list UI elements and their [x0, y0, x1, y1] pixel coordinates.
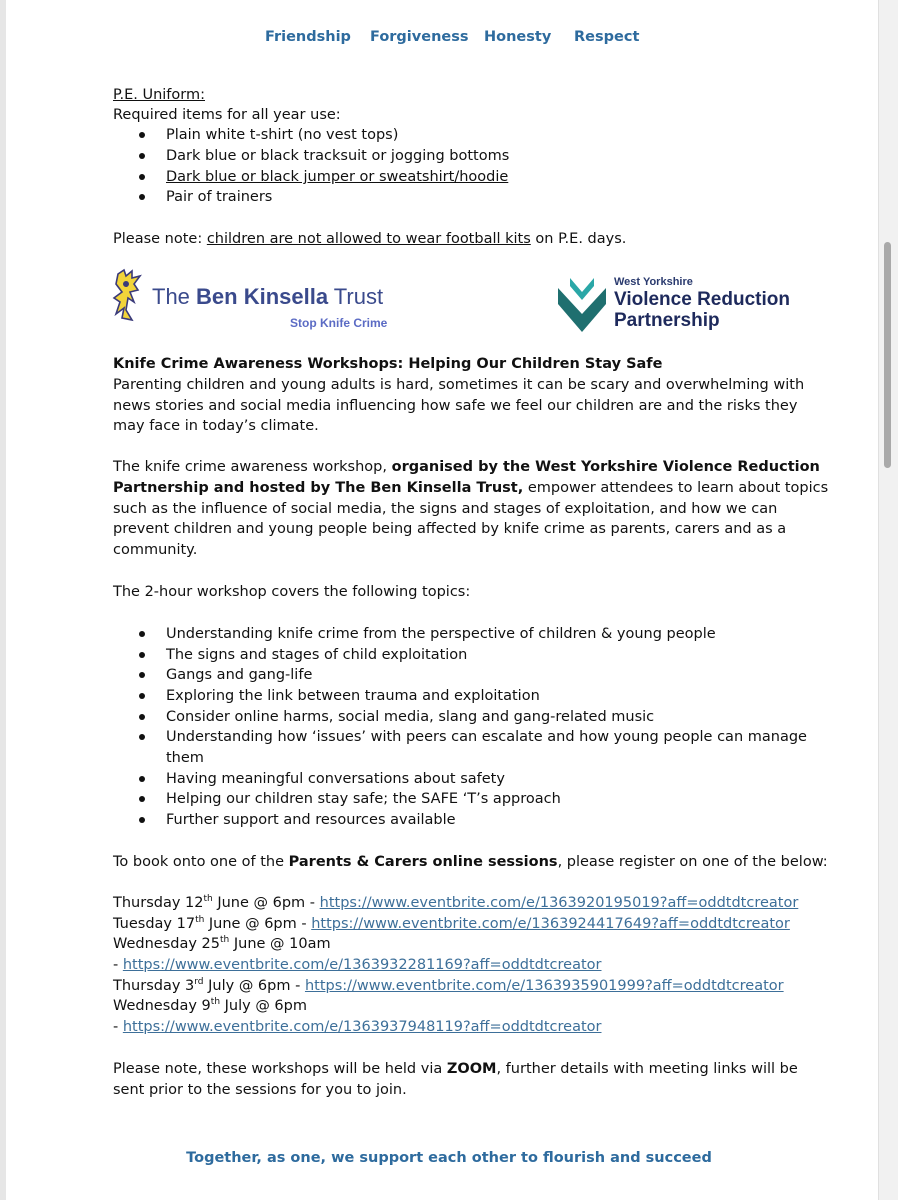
paragraph-line: may face in today’s climate.	[113, 418, 319, 434]
booking-intro	[113, 852, 828, 872]
topic-item: Further support and resources available	[166, 812, 456, 828]
session-link[interactable]: https://www.eventbrite.com/e/1363920195019?aff=oddtdtcreator	[319, 895, 799, 911]
bullet	[139, 194, 145, 200]
session-row	[113, 934, 331, 954]
session-ordinal: th	[210, 997, 221, 1007]
vrp-line1: Violence Reduction	[614, 289, 790, 310]
pe-item: Pair of trainers	[166, 189, 273, 205]
session-link[interactable]: https://www.eventbrite.com/e/1363924417649?aff=oddtdtcreator	[311, 916, 790, 932]
session-dash: -	[113, 957, 123, 973]
pe-title: P.E. Uniform:	[113, 87, 205, 103]
bullet	[139, 714, 145, 720]
session-dash: -	[113, 1019, 123, 1035]
bullet	[139, 817, 145, 823]
session-time: June @ 6pm -	[204, 916, 312, 932]
zoom-note	[113, 1059, 798, 1079]
zoom-note-line2: sent prior to the sessions for you to join.	[113, 1082, 407, 1098]
zoom-text: , further details with meeting links will be	[496, 1061, 798, 1077]
p2-bold: organised by the West Yorkshire Violence Reduction	[391, 459, 820, 475]
paragraph-line: Parenting children and young adults is hard, sometimes it can be scary and overwhelming with	[113, 377, 805, 393]
session-link[interactable]: https://www.eventbrite.com/e/1363937948119?aff=oddtdtcreator	[122, 1019, 602, 1035]
bullet	[139, 652, 145, 658]
bkt-the: The	[152, 284, 197, 309]
session-row	[113, 914, 790, 934]
viewer-left-edge	[0, 0, 6, 1200]
vrp-line2: Partnership	[614, 310, 720, 331]
pe-item: Dark blue or black tracksuit or jogging bottoms	[166, 148, 510, 164]
paragraph-line: news stories and social media influencing how safe we feel our children are and the risks they	[113, 398, 798, 414]
scrollbar-track[interactable]	[878, 0, 898, 1200]
session-ordinal: rd	[194, 977, 204, 987]
bullet	[139, 672, 145, 678]
vrp-region: West Yorkshire	[614, 276, 693, 288]
topic-item: The signs and stages of child exploitation	[166, 647, 468, 663]
vrp-chevron-icon	[556, 274, 608, 334]
bullet	[139, 631, 145, 637]
school-values	[0, 29, 898, 51]
value-friendship: Friendship	[265, 29, 351, 45]
session-link-row	[113, 955, 602, 975]
topic-item: Understanding how ‘issues’ with peers can escalate and how young people can manage	[166, 729, 807, 745]
session-row	[113, 893, 798, 913]
p2-bold: Partnership and hosted by The Ben Kinsella Trust,	[113, 480, 524, 496]
paragraph-line: community.	[113, 542, 198, 558]
topic-item: Exploring the link between trauma and exploitation	[166, 688, 540, 704]
zoom-text: Please note, these workshops will be held via	[113, 1061, 447, 1077]
paragraph-line: such as the influence of social media, the signs and stages of exploitation, and how we can	[113, 501, 778, 517]
session-ordinal: th	[220, 935, 230, 945]
topic-item: Understanding knife crime from the perspective of children & young people	[166, 626, 716, 642]
topic-item: Consider online harms, social media, slang and gang-related music	[166, 709, 655, 725]
topics-intro: The 2-hour workshop covers the following topics:	[113, 584, 471, 600]
topic-item: Helping our children stay safe; the SAFE ‘T’s approach	[166, 791, 561, 807]
session-link-row	[113, 1017, 602, 1037]
bkt-trust: Trust	[328, 284, 384, 309]
session-day: Wednesday 9	[113, 998, 211, 1014]
ben-kinsella-trust-logo	[112, 266, 412, 336]
pe-intro: Required items for all year use:	[113, 107, 341, 123]
booking-post: , please register on one of the below:	[557, 854, 828, 870]
workshop-heading: Knife Crime Awareness Workshops: Helping Our Children Stay Safe	[113, 356, 663, 372]
bkt-name	[152, 284, 383, 310]
pe-item: Dark blue or black jumper or sweatshirt/hoodie	[166, 169, 509, 185]
topic-item-continued: them	[166, 750, 204, 766]
bkt-bold-name: Ben Kinsella	[196, 284, 329, 309]
p2-text: The knife crime awareness workshop,	[113, 459, 392, 475]
session-day: Wednesday 25	[113, 936, 221, 952]
scrollbar-thumb[interactable]	[884, 242, 891, 468]
session-day: Thursday 3	[113, 978, 195, 994]
bullet	[139, 174, 145, 180]
pe-note-prefix: Please note:	[113, 231, 207, 247]
pe-note	[113, 229, 626, 249]
value-honesty: Honesty	[484, 29, 552, 45]
session-time: July @ 6pm	[220, 998, 307, 1014]
session-ordinal: th	[203, 894, 213, 904]
bullet	[139, 776, 145, 782]
session-time: July @ 6pm -	[203, 978, 305, 994]
pe-note-underlined: children are not allowed to wear football kits	[206, 231, 531, 247]
session-time: June @ 10am	[229, 936, 331, 952]
vrp-logo	[556, 272, 796, 336]
bullet	[139, 153, 145, 159]
zoom-bold: ZOOM	[446, 1061, 497, 1077]
p2-text: empower attendees to learn about topics	[523, 480, 829, 496]
paragraph-line: prevent children and young people being affected by knife crime as parents, carers and as a	[113, 521, 787, 537]
bkt-figure-icon	[112, 268, 148, 324]
bullet	[139, 734, 145, 740]
session-ordinal: th	[195, 915, 205, 925]
topic-item: Having meaningful conversations about safety	[166, 771, 505, 787]
bullet	[139, 796, 145, 802]
session-link[interactable]: https://www.eventbrite.com/e/1363935901999?aff=oddtdtcreator	[304, 978, 784, 994]
session-day: Tuesday 17	[113, 916, 196, 932]
value-forgiveness: Forgiveness	[370, 29, 469, 45]
paragraph-line	[113, 478, 828, 498]
session-row	[113, 976, 784, 996]
session-link[interactable]: https://www.eventbrite.com/e/1363932281169?aff=oddtdtcreator	[122, 957, 602, 973]
footer-motto: Together, as one, we support each other to flourish and succeed	[186, 1150, 712, 1166]
paragraph-line	[113, 457, 820, 477]
session-row	[113, 996, 307, 1016]
bullet	[139, 132, 145, 138]
session-day: Thursday 12	[113, 895, 204, 911]
topic-item: Gangs and gang-life	[166, 667, 313, 683]
booking-bold: Parents & Carers online sessions	[288, 854, 558, 870]
pe-note-suffix: on P.E. days.	[530, 231, 627, 247]
bkt-tagline: Stop Knife Crime	[290, 316, 388, 330]
booking-pre: To book onto one of the	[113, 854, 289, 870]
session-time: June @ 6pm -	[212, 895, 320, 911]
pe-item: Plain white t-shirt (no vest tops)	[166, 127, 399, 143]
bullet	[139, 693, 145, 699]
value-respect: Respect	[574, 29, 640, 45]
